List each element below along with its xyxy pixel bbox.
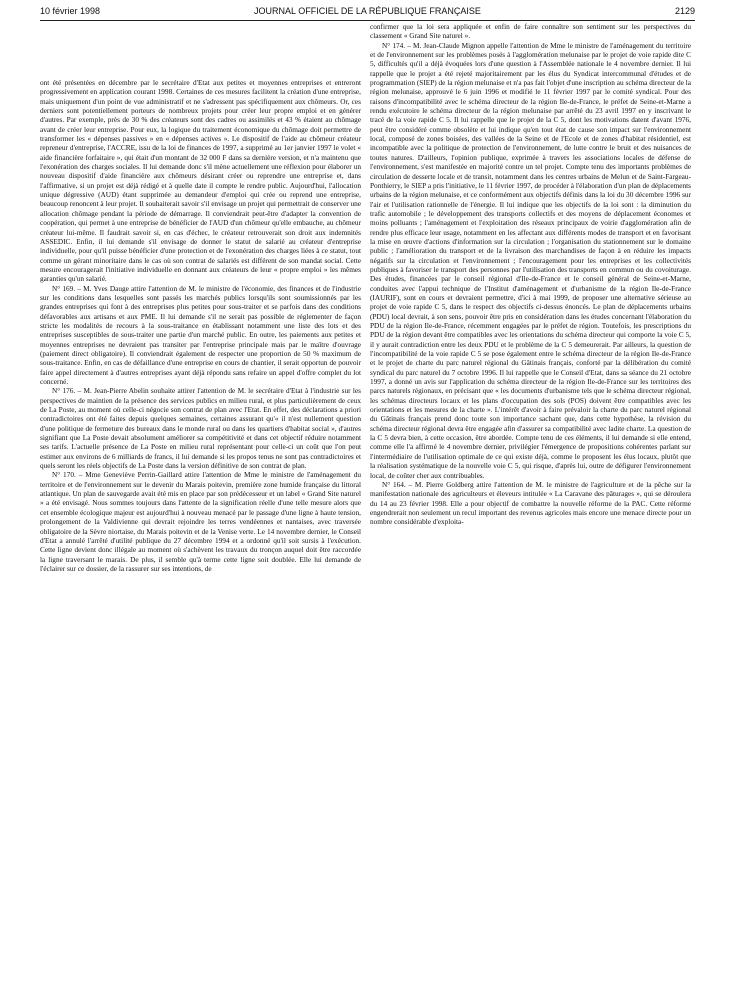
- header-rule: [40, 20, 695, 21]
- paragraph: N° 170. – Mme Geneviève Perrin-Gaillard attire l'attention de Mme le ministre de l'aménagement du territoire et de l'environnement sur le devenir du Marais poitevin, première zone humide française du littoral atlantique. Un plan de sauvegarde avait été mis en place par son prédécesseur et un label « Grand Site naturel » a été envisagé. Nous sommes toujours dans l'attente de la signification réelle d'une telle mesure alors que cet ensemble écologique majeur est aujourd'hui à nouveau menacé par le passage d'une ligne à haute tension, prolongement de la Valdivienne qui devrait rejoindre les terres vendéennes et nantaises, avec traversée obligatoire de la Sèvre niortaise, du Marais poitevin et de la Venise verte. Le 14 novembre dernier, le Conseil d'Etat a annulé l'arrêté d'utilité publique du 27 décembre 1994 et a ordonné qu'il soit sursis à l'exécution. Cette ligne devient donc illégale au moment où s'achèvent les travaux du tronçon auquel doit être raccordée la ligne traversant le marais. De plus, il semble qu'à terme cette ligne soit doublée. Elle lui demande de l'éclairer sur ce dossier, de la rassurer sur ses intentions, de: [40, 470, 361, 573]
- paragraph: N° 169. – M. Yves Dauge attire l'attention de M. le ministre de l'économie, des finances et de l'industrie sur les conditions dans lesquelles sont passés les marchés publics lorsqu'ils sont soumissionnés par les grandes entreprises qui font à des entreprises plus petites pour sous-traiter et se parfois dans des conditions défavorables aux artisans et aux PME. Il lui demande s'il ne serait pas possible de réglementer de façon stricte les modalités de recours à la sous-traitance en établissant notamment une liste des lots et des entreprises susceptibles de sous-traiter une partie d'un marché public. En outre, les paiements aux petites et moyennes entreprises ne devraient pas transiter par l'entreprise principale mais par le maître d'ouvrage (paiement direct obligatoire). Il conviendrait également de respecter une proportion de 50 % maximum de sous-traitance. Enfin, en cas de défaillance d'une entreprise en cours de chantier, il serait opportun de pouvoir faire appel directement à d'autres entreprises ayant déjà répondu sans refaire un appel d'offre complet du lot concerné.: [40, 283, 361, 386]
- paragraph: N° 176. – M. Jean-Pierre Abelin souhaite attirer l'attention de M. le secrétaire d'Etat à l'industrie sur les perspectives de maintien de la présence des services publics en milieu rural, et plus particulièrement de ceux de La Poste, au moment où celle-ci négocie son contrat de plan avec l'Etat. En effet, des déclarations a priori contradictoires ont été faites depuis quelques semaines, certaines assurant qu'« il n'est nullement question d'une politique de fermeture des bureaux dans le monde rural ou dans les quartiers d'habitat social », d'autres signifiant que La Poste devait absolument améliorer sa compétitivité et dans cet objectif réduire notamment ses tarifs. L'actuelle présence de La Poste en milieu rural représentant pour celle-ci un coût que l'on peut estimer aux environs de 6 milliards de francs, il lui demande si les propos tenus ne sont pas contradictoires et quels seront les réels objectifs de La Poste dans la version définitive de son contrat de plan.: [40, 386, 361, 471]
- page-number: 2129: [674, 6, 695, 16]
- paragraph: confirmer que la loi sera appliquée et enfin de faire connaître son sentiment sur les perspectives du classement « Grand Site naturel ».: [370, 22, 691, 41]
- left-column: [40, 78, 361, 984]
- header-date: 10 février 1998: [40, 6, 101, 16]
- paragraph: ont été présentées en décembre par le secrétaire d'Etat aux petites et moyennes entreprises et entreront progressivement en application courant 1998. Certaines de ces mesures facilitent la création d'une entreprise, mais uniquement d'un point de vue administratif et ne s'adressent pas spécifiquement aux chômeurs. Or, ces derniers sont potentiellement porteurs de nombreux projets pour créer leur propre emploi et en générer d'autres. Par exemple, près de 30 % des créateurs sont des cadres ou assimilés et 43 % étaient au chômage avant de créer leur entreprise. Pour eux, la logique du traitement économique du chômage doit permettre de transformer les « dépenses passives » en « dépenses actives ». Le dispositif de l'aide au chômeur créateur repreneur d'entreprise, l'ACCRE, issu de la loi de finances de 1997, a supprimé au 1er janvier 1997 le volet « aide financière forfaitaire », qui était d'un montant de 32 000 F dans sa dernière version, et n'a maintenu que l'exonération des charges sociales. Il lui demande donc s'il mène actuellement une réflexion pour élaborer un nouveau dispositif d'aide financière aux chômeurs désirant créer ou reprendre une entreprise et, dans l'affirmative, si un projet est déjà rédigé et à quelle date il compte le rendre public. Aujourd'hui, l'allocation unique dégressive (AUD) étant supprimée au demandeur d'emploi qui crée ou reprend une entreprise, beaucoup renoncent à leur projet. Il souhaiterait savoir s'il envisage un projet qui permettrait de conserver une allocation chômage pendant la période de démarrage. Il conviendrait peut-être d'adapter la convention de coopération, qui permet à une entreprise de bénéficier de l'AUD d'un chômeur qu'elle embauche, au chômeur créateur lui-même. Il faudrait savoir si, en cas d'échec, le créateur retrouverait son droit aux indemnités ASSEDIC. Enfin, il lui demande s'il envisage de donner le statut de salarié au créateur d'entreprise individuelle, pour qu'il puisse bénéficier d'une protection et de l'exonération des charges liées à ce statut, tout comme un gérant minoritaire dans le cas où son contrat de salariés est différent de son mandat social. Cette mesure encouragerait l'initiative individuelle en donnant aux créateurs de leur « propre emploi » les mêmes garanties qu'un salarié.: [40, 78, 361, 284]
- journal-title: JOURNAL OFFICIEL DE LA RÉPUBLIQUE FRANÇAISE: [254, 6, 481, 16]
- right-column: [370, 22, 691, 984]
- paragraph: N° 164. – M. Pierre Goldberg attire l'attention de M. le ministre de l'agriculture et de la pêche sur la manifestation nationale des agriculteurs et éleveurs intitulée « La Caravane des pâturages », qui se déroulera du 14 au 23 février 1998. Elle a pour objectif de combattre la nouvelle réforme de la PAC. Cette réforme engendrerait non seulement un recul important des revenus agricoles mais encore une menace directe pour un nombre considérable d'exploita-: [370, 479, 691, 527]
- paragraph: N° 174. – M. Jean-Claude Mignon appelle l'attention de Mme le ministre de l'aménagement du territoire et de l'environnement sur les problèmes posés à l'agglomération melunaise par le projet de voie rapide dite C 5, difficultés qu'il a déjà évoquées lors d'une question à l'Assemblée nationale le 4 novembre dernier. Il lui rappelle que le projet a été rejeté majoritairement par les élus du Syndicat intercommunal d'études et de programmation (SIEP) de la région melunaise et n'a pas fait l'objet d'une inscription au schéma directeur de la région melunaise, approuvé le 6 juin 1996 et modifié le 11 février 1997 par le comité syndical. Pour des raisons d'incompatibilité avec le schéma directeur de la région Ile-de-France, le préfet de Seine-et-Marne a rendu exécutoire le schéma directeur de la région melunaise par arrêté du 23 avril 1997 en y inscrivant le tracé de la voie rapide C 5. Il lui rappelle que le projet de la C 5, dont les motivations datent d'avant 1976, peut être considéré comme obsolète et lui indique qu'en tout état de cause son impact sur l'environnement local, composé de zones boisées, des vallées de la Seine et de l'Ecole et de zones d'habitat résidentiel, est incompatible avec la politique de protection de l'environnement, de lutte contre le bruit et des nuisances de toutes natures. D'ailleurs, l'opinion publique, exprimée à travers les associations locales de défense de l'environnement, s'est manifestée en majorité contre un tel projet. Compte tenu des importants problèmes de circulation de desserte locale et de transit, notamment dans les centres urbains de Melun et de Saint-Fargeau-Ponthierry, le SIEP a pris l'initiative, le 11 février 1997, de procéder à l'élaboration d'un plan de déplacements urbains de la région melunaise, et ce conformément aux objectifs définis dans la loi du 30 décembre 1996 sur l'air et l'utilisation rationnelle de l'énergie. Il lui indique que les objectifs de la loi sont : la diminution du trafic automobile ; le développement des transports collectifs et des moyens de déplacement économes et moins polluants ; l'aménagement et l'exploitation des réseaux principaux de voirie d'agglomération afin de rendre plus efficace leur usage, notamment en les affectant aux différents modes de transport et en favorisant la mise en œuvre d'actions d'information sur la circulation ; l'organisation du stationnement sur le domaine public ; l'amélioration du transport et de la livraison des marchandises de façon à en réduire les impacts négatifs sur la circulation et l'environnement ; l'encouragement pour les entreprises et les collectivités publiques à favoriser le transport des personnes par l'utilisation des transports en commun ou du covoiturage. Des études, financées par le conseil régional d'Ile-de-France et le conseil général de Seine-et-Marne, conduites avec l'appui technique de l'Institut d'aménagement et d'urbanisme de la région Ile-de-France (IAURIF), sont en cours et devraient permettre, d'ici à mai 1999, de proposer une alternative sérieuse au projet de voie rapide C 5, dans le respect des objectifs ci-dessus énoncés. Le plan de déplacements urbains (PDU) local devrait, à son sens, pouvoir être pris en considération dans les études concernant l'élaboration du PDU de la région Ile-de-France, récemment engagées par le préfet de région. Toutefois, les prescriptions du PDU de la région devant être compatibles avec les orientations du schéma directeur qui comporte la voie C 5, il y aurait contradiction entre les deux PDU et le problème de la C 5 demeurerait. Par ailleurs, la question de l'incompatibilité de la voie rapide C 5 se pose également entre le schéma directeur de la région Ile-de-France et le projet de charte du parc naturel régional du Gâtinais français, conforté par la délibération du comité syndical du parc naturel du 7 octobre 1996. Il lui rappelle que le Conseil d'Etat, dans sa séance du 21 octobre 1997, a donné un avis sur l'application du schéma directeur de la région Ile-de-France sur les territoires des parcs naturels régionaux, en précisant que « les documents d'urbanisme tels que le schéma directeur régional, les schémas directeurs locaux et les plans d'occupation des sols (POS) doivent être compatibles avec les orientations et les mesures de la charte ». L'intérêt d'avoir à faire prévaloir la charte du parc naturel régional du Gâtinais français prend donc toute son importance sachant que, dans cette hypothèse, la révision du schéma directeur régional devra être engagée afin d'assurer sa compatibilité avec ladite charte. La question de la C 5 devra bien, à cette occasion, être abordée. Compte tenu de ces éléments, il lui demande si elle entend, comme elle l'a affirmé le 4 novembre dernier, privilégier l'émergence de propositions cohérentes parlant sur l'intermédiaire de l'utilisation optimale de ce qui existe déjà, comme le proposent les élus locaux, plutôt que la réalisation systématique de la nouvelle voie C 5, qui risque, d'après lui, outre de défigurer l'environnement local, de coûter cher aux contribuables.: [370, 40, 691, 480]
